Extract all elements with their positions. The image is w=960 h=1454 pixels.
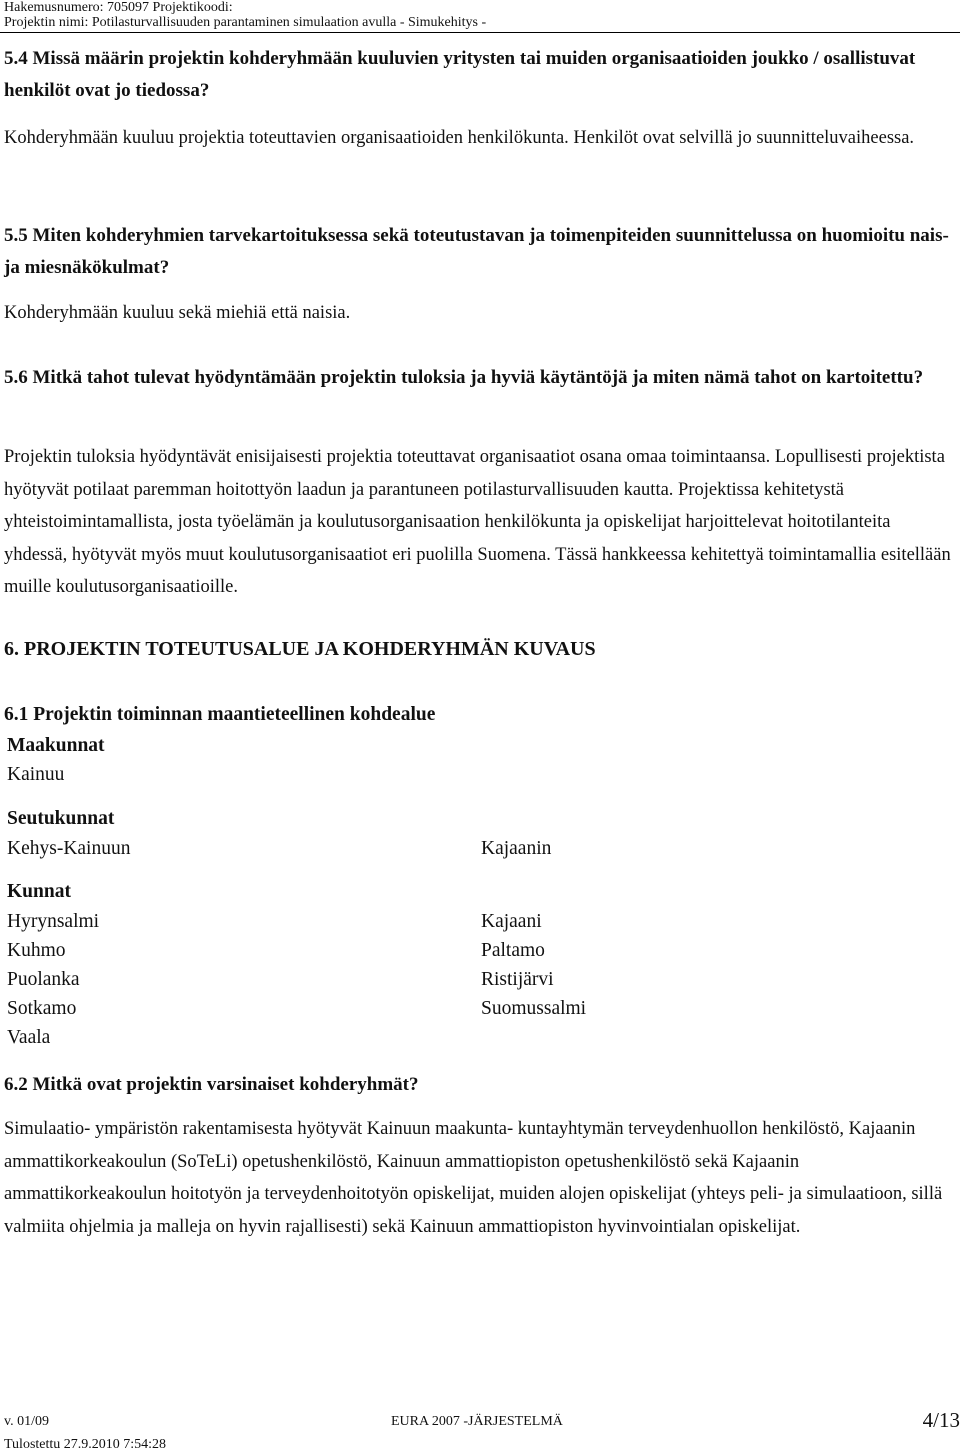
kunta-value: Vaala bbox=[7, 1027, 51, 1048]
answer-5-5: Kohderyhmään kuuluu sekä miehiä että naisia. bbox=[4, 303, 351, 323]
maakunta-value: Kainuu bbox=[7, 764, 65, 785]
application-number: Hakemusnumero: 705097 Projektikoodi: bbox=[4, 0, 233, 15]
kunta-value: Suomussalmi bbox=[481, 998, 587, 1019]
kunta-value: Kuhmo bbox=[7, 940, 66, 961]
answer-5-6: Projektin tuloksia hyödyntävät enisijaisesti projektia toteuttavat organisaatiot osana omaa toimintaansa. Lopullisesti projektista hyötyvät potilaat paremman hoitottyön laadun ja parantuneen potilasturvallisuuden kautta. Projektissa kehitetystä yhteistoimintamallista, josta työelämän ja koulutusorganisaation henkilökunta ja opiskelijat harjoittelevat hoitotilanteita yhdessä, hyötyvät myös muut koulutusorganisaatiot eri puolilla Suomena. Tässä hankkeessa kehitettyä toimintamallia esitellään muille koulutusorganisaatioille. bbox=[4, 447, 951, 598]
seutukunta-value: Kajaanin bbox=[481, 838, 552, 859]
question-5-6: 5.6 Mitkä tahot tulevat hyödyntämään projektin tuloksia ja hyviä käytäntöjä ja miten nämä tahot on kartoitettu? bbox=[4, 367, 924, 388]
project-name: Projektin nimi: Potilasturvallisuuden parantaminen simulaation avulla - Simukehitys - bbox=[4, 15, 487, 30]
maakunnat-label: Maakunnat bbox=[7, 735, 105, 756]
answer-6-2: Simulaatio- ympäristön rakentamisesta hyötyvät Kainuun maakunta- kuntayhtymän terveydenhuollon henkilöstö, Kajaanin ammattikorkeakoulun (SoTeLi) opetushenkilöstö, Kainuun ammattiopiston opetushenkilöstö sekä Kajaanin ammattikorkeakoulun hoitotyön ja terveydenhoitotyön opiskelijat, muiden alojen opiskelijat (yhteys peli- ja simulaatioon, sillä valmiita ohjelmia ja malleja on hyvin rajallisesti) sekä Kainuun ammattiopiston hyvinvointialan opiskelijat. bbox=[4, 1119, 943, 1237]
kunta-value: Kajaani bbox=[481, 911, 542, 932]
question-6-2: 6.2 Mitkä ovat projektin varsinaiset kohderyhmät? bbox=[4, 1074, 419, 1095]
kunnat-label: Kunnat bbox=[7, 881, 71, 902]
footer-version: v. 01/09 bbox=[4, 1414, 49, 1429]
page-header bbox=[4, 0, 486, 30]
seutukunta-value: Kehys-Kainuun bbox=[7, 838, 131, 859]
section-6-heading: 6. PROJEKTIN TOTEUTUSALUE JA KOHDERYHMÄN KUVAUS bbox=[4, 638, 596, 660]
kunta-value: Paltamo bbox=[481, 940, 545, 961]
footer-system: EURA 2007 -JÄRJESTELMÄ bbox=[391, 1414, 563, 1429]
seutukunnat-label: Seutukunnat bbox=[7, 808, 115, 829]
answer-5-4: Kohderyhmään kuuluu projektia toteuttavien organisaatioiden henkilökunta. Henkilöt ovat selvillä jo suunnitteluvaiheessa. bbox=[4, 128, 915, 148]
kunta-value: Puolanka bbox=[7, 969, 80, 990]
kunta-value: Hyrynsalmi bbox=[7, 911, 100, 932]
question-5-4: 5.4 Missä määrin projektin kohderyhmään kuuluvien yritysten tai muiden organisaatioiden joukko / osallistuvat henkilöt ovat jo tiedossa? bbox=[4, 48, 916, 101]
page-number: 4/13 bbox=[922, 1408, 960, 1432]
kunta-value: Sotkamo bbox=[7, 998, 77, 1019]
footer-printed: Tulostettu 27.9.2010 7:54:28 bbox=[4, 1437, 167, 1452]
kunta-value: Ristijärvi bbox=[481, 969, 554, 990]
header-divider bbox=[0, 32, 960, 33]
section-6-1-heading: 6.1 Projektin toiminnan maantieteellinen kohdealue bbox=[4, 704, 436, 725]
question-5-5: 5.5 Miten kohderyhmien tarvekartoituksessa sekä toteutustavan ja toimenpiteiden suunnittelussa on huomioitu nais- ja miesnäkökulmat? bbox=[4, 225, 949, 278]
